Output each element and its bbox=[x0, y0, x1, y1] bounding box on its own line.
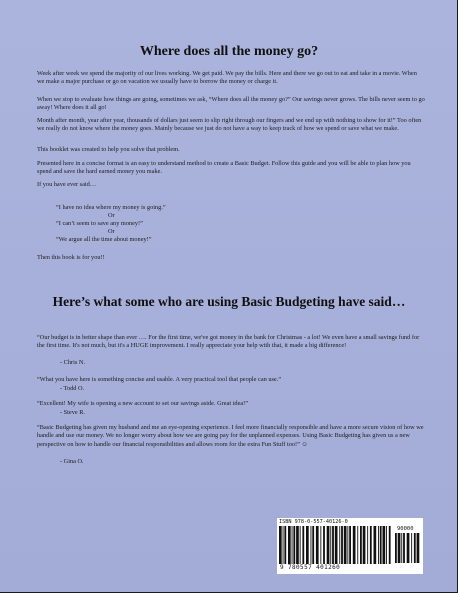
barcode-bar bbox=[395, 533, 397, 563]
intro-paragraph-3: Month after month, year after year, thousands of dollars just seem to slip right through our fingers and we end up with nothing to show for it!” Too often we really do not know where the money goes. Mainly because we just do not have a way to keep track of how we spend or save what we make. bbox=[37, 117, 422, 133]
barcode-bar bbox=[284, 526, 286, 564]
barcode-bar bbox=[398, 533, 401, 563]
barcode-bar bbox=[302, 526, 304, 564]
barcode-bar bbox=[316, 526, 319, 564]
barcode-bar bbox=[357, 526, 358, 564]
testimonial-1-author: - Chris N. bbox=[60, 359, 86, 366]
testimonial-1-text: “Our budget is in better shape than ever …. For the first time, we've got money in the bank for Christmas - a lot! We even have a small savings fund for the first time. It's not much, but it's a HUGE improvement. I really appreciate your help with that, it made a big difference! bbox=[37, 334, 420, 350]
barcode-bar bbox=[349, 526, 351, 564]
barcode-bar bbox=[380, 526, 382, 564]
barcode-bar bbox=[370, 526, 372, 564]
barcode-bar bbox=[417, 533, 420, 563]
barcode-bar bbox=[407, 533, 410, 563]
barcode-bar bbox=[378, 526, 379, 564]
testimonial-4-text: “Basic Budgeting has given my husband and me an eye-opening experience. I feel more financially responsible and have a more secure vision of how we handle and use our money. We no longer worry about how we are going pay for the unplanned expenses. Using Basic Budgeting has given us a new perspective on how to handle our financial responsibilities and allows room for the extra Fun Stuff too!” ☺ bbox=[37, 424, 424, 448]
barcode-bar bbox=[367, 526, 368, 564]
barcode-bar bbox=[353, 526, 356, 564]
quote-1: “I have no idea where my money is going.” bbox=[56, 204, 166, 211]
quote-2: “I can’t seem to save any money!” bbox=[56, 220, 143, 227]
barcode-bar bbox=[292, 526, 293, 564]
barcode-bar bbox=[332, 526, 334, 564]
price-code: 90000 bbox=[397, 526, 414, 532]
barcode-bar bbox=[311, 526, 312, 564]
barcode-digits: 9 780557 401260 bbox=[280, 564, 341, 571]
isbn-label: ISBN 978-0-557-40126-0 bbox=[279, 519, 348, 525]
testimonial-2-text: “What you have here is something concise and usable. A very practical tool that people can use.” bbox=[37, 376, 282, 383]
barcode-bar bbox=[320, 526, 321, 564]
barcode-bar bbox=[360, 526, 362, 564]
barcode-bar bbox=[414, 533, 416, 563]
testimonial-4-author: - Gina O. bbox=[60, 458, 84, 465]
price-bars bbox=[395, 533, 421, 563]
barcode-bar bbox=[323, 526, 325, 564]
intro-paragraph-6: If you have ever said… bbox=[37, 181, 97, 188]
barcode-bar bbox=[386, 526, 387, 564]
barcode-bar bbox=[293, 526, 295, 564]
barcode-bar bbox=[341, 526, 343, 564]
barcode-bar bbox=[288, 526, 291, 564]
quote-3: “We argue all the time about money!” bbox=[56, 236, 152, 243]
barcode-bar bbox=[411, 533, 412, 563]
barcode-bar bbox=[401, 533, 402, 563]
barcode-bar bbox=[296, 526, 299, 564]
barcode-bar bbox=[374, 526, 377, 564]
barcode-bar bbox=[283, 526, 284, 564]
barcode-bar bbox=[363, 526, 366, 564]
barcode-bar bbox=[344, 526, 347, 564]
intro-paragraph-1: Week after week we spend the majority of our lives working. We get paid. We pay the bills. Here and there we go out to eat and take in a movie. When we make a major purchase or go on vacation we usually have to borrow the money or charge it. bbox=[37, 70, 417, 86]
barcode-bar bbox=[383, 526, 386, 564]
ean-bars bbox=[279, 526, 391, 564]
barcode-bar bbox=[403, 533, 405, 563]
barcode-bar bbox=[327, 526, 330, 564]
barcode-bar bbox=[389, 526, 391, 564]
barcode-bar bbox=[300, 526, 301, 564]
testimonial-2-author: - Todd O. bbox=[60, 385, 85, 392]
barcode-bar bbox=[312, 526, 314, 564]
intro-paragraph-4: This booklet was created to help you solve that problem. bbox=[37, 146, 180, 153]
barcode-bar bbox=[339, 526, 340, 564]
intro-paragraph-2: When we stop to evaluate how things are going, sometimes we ask, “Where does all the money go?” Our savings never grows. The bills never seem to go away! Where does it all go! bbox=[37, 96, 425, 112]
intro-paragraph-5: Presented here in a concise format is an easy to understand method to create a Basic Budget. Follow this guide and you will be able to plan how you spend and save the hard earned money you make. bbox=[37, 160, 411, 176]
barcode-bar bbox=[347, 526, 348, 564]
barcode-bar bbox=[279, 526, 282, 564]
testimonial-3-text: “Excellent! My wife is opening a new account to set our savings aside. Great idea!” bbox=[37, 400, 249, 407]
barcode-bar bbox=[330, 526, 331, 564]
page-title: Where does all the money go? bbox=[139, 44, 319, 59]
quote-or-1: Or bbox=[108, 212, 115, 219]
quote-or-2: Or bbox=[108, 228, 115, 235]
barcode-bar bbox=[306, 526, 309, 564]
barcode-bar bbox=[335, 526, 338, 564]
testimonial-3-author: - Steve R. bbox=[60, 409, 86, 416]
closing-line: Then this book is for you!! bbox=[37, 254, 105, 261]
testimonials-heading: Here’s what some who are using Basic Budgeting have said… bbox=[52, 294, 406, 309]
isbn-barcode bbox=[277, 518, 423, 574]
